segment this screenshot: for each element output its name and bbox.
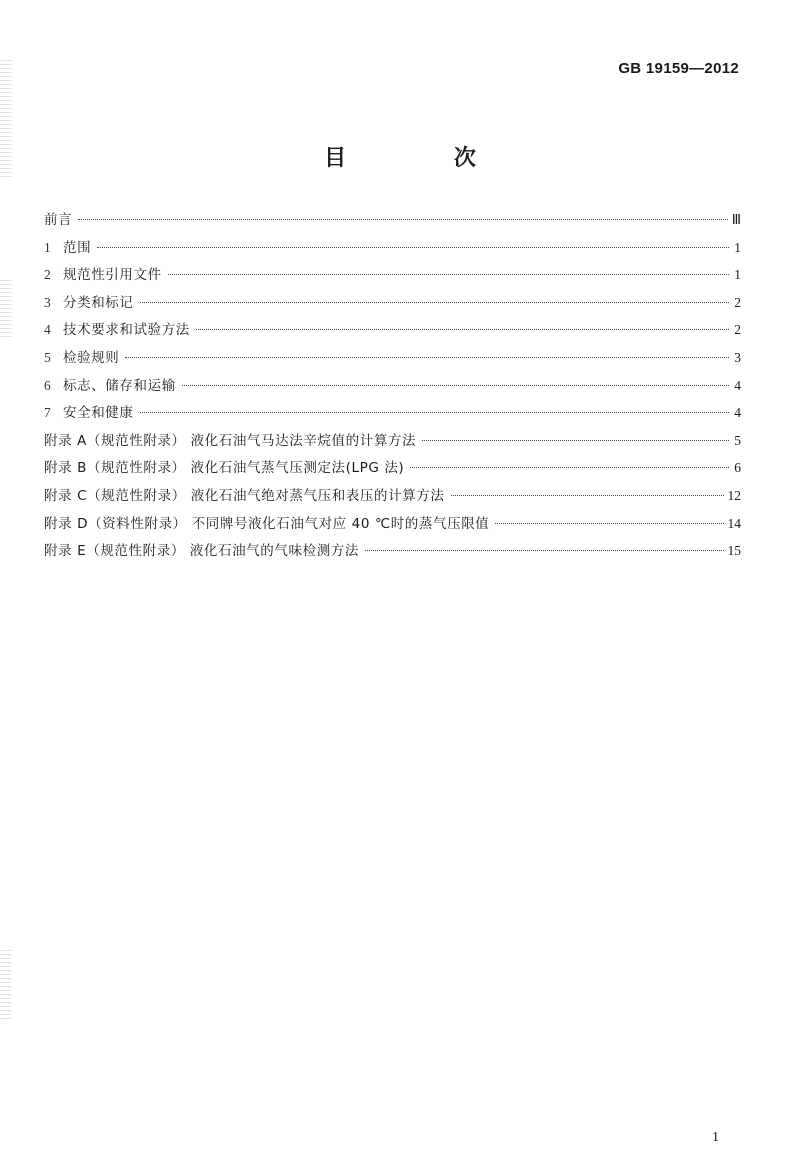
toc-entry-text: 安全和健康 xyxy=(63,405,134,422)
toc-entry-page: 4 xyxy=(734,405,741,421)
toc-entry-number: 6 xyxy=(44,377,51,393)
toc-dot-leader xyxy=(451,495,724,496)
toc-entry-page: 6 xyxy=(734,460,741,476)
toc-dot-leader xyxy=(140,302,730,303)
toc-entry-number: 4 xyxy=(44,322,51,338)
toc-entry-foreword[interactable] xyxy=(44,208,741,236)
toc-entry-text: 标志、储存和运输 xyxy=(63,377,176,394)
page-number: 1 xyxy=(712,1130,719,1145)
toc-entry-1[interactable] xyxy=(44,236,741,264)
toc-entry-text: 范围 xyxy=(63,239,92,256)
toc-entry-annex-d[interactable] xyxy=(44,512,741,540)
toc-entry-page: 14 xyxy=(727,515,741,531)
toc-dot-leader xyxy=(182,385,729,386)
toc-entry-text: 检验规则 xyxy=(63,349,120,366)
toc-entry-number: 2 xyxy=(44,267,51,283)
toc-entry-text: 技术要求和试验方法 xyxy=(63,322,190,339)
toc-entry-text: 附录 E（规范性附录） 液化石油气的气味检测方法 xyxy=(44,543,360,560)
toc-entry-text: 附录 B（规范性附录） 液化石油气蒸气压测定法(LPG 法) xyxy=(44,460,405,477)
toc-dot-leader xyxy=(140,412,730,413)
toc-entry-page: 1 xyxy=(734,267,741,283)
toc-entry-page: Ⅲ xyxy=(731,212,741,227)
toc-entry-text: 前言 xyxy=(44,212,73,228)
toc-entry-2[interactable] xyxy=(44,263,741,291)
toc-dot-leader xyxy=(410,467,729,468)
toc-entry-page: 2 xyxy=(734,322,741,338)
toc-entry-annex-e[interactable] xyxy=(44,539,741,567)
scan-edge-bottom xyxy=(0,950,12,1020)
toc-dot-leader xyxy=(97,247,729,248)
toc-entry-text: 规范性引用文件 xyxy=(63,267,162,284)
toc-entry-annex-b[interactable] xyxy=(44,456,741,484)
toc-entry-number: 3 xyxy=(44,294,51,310)
toc-dot-leader xyxy=(125,357,729,358)
toc-entry-page: 15 xyxy=(727,543,741,559)
toc-entry-3[interactable] xyxy=(44,291,741,319)
table-of-contents xyxy=(44,208,741,567)
standard-code: GB 19159—2012 xyxy=(618,60,739,77)
toc-entry-number: 5 xyxy=(44,349,51,365)
toc-entry-text: 附录 A（规范性附录） 液化石油气马达法辛烷值的计算方法 xyxy=(44,432,417,449)
toc-dot-leader xyxy=(365,550,723,551)
toc-entry-text: 附录 D（资料性附录） 不同牌号液化石油气对应 40 ℃时的蒸气压限值 xyxy=(44,515,490,532)
toc-entry-page: 4 xyxy=(734,377,741,393)
toc-dot-leader xyxy=(422,440,729,441)
toc-dot-leader xyxy=(78,219,727,220)
toc-dot-leader xyxy=(196,329,729,330)
toc-entry-5[interactable] xyxy=(44,346,741,374)
toc-entry-page: 5 xyxy=(734,432,741,448)
toc-entry-6[interactable] xyxy=(44,374,741,402)
toc-entry-number: 7 xyxy=(44,405,51,421)
toc-entry-4[interactable] xyxy=(44,318,741,346)
toc-dot-leader xyxy=(168,274,729,275)
toc-entry-number: 1 xyxy=(44,239,51,255)
toc-entry-page: 12 xyxy=(727,487,741,503)
toc-entry-page: 2 xyxy=(734,294,741,310)
scan-edge-middle xyxy=(0,280,12,340)
toc-entry-page: 1 xyxy=(734,239,741,255)
toc-dot-leader xyxy=(495,523,723,524)
toc-entry-7[interactable] xyxy=(44,401,741,429)
toc-entry-page: 3 xyxy=(734,349,741,365)
toc-entry-text: 分类和标记 xyxy=(63,294,134,311)
toc-entry-annex-a[interactable] xyxy=(44,429,741,457)
toc-entry-annex-c[interactable] xyxy=(44,484,741,512)
toc-title: 目 次 xyxy=(324,146,526,171)
toc-entry-text: 附录 C（规范性附录） 液化石油气绝对蒸气压和表压的计算方法 xyxy=(44,487,445,504)
